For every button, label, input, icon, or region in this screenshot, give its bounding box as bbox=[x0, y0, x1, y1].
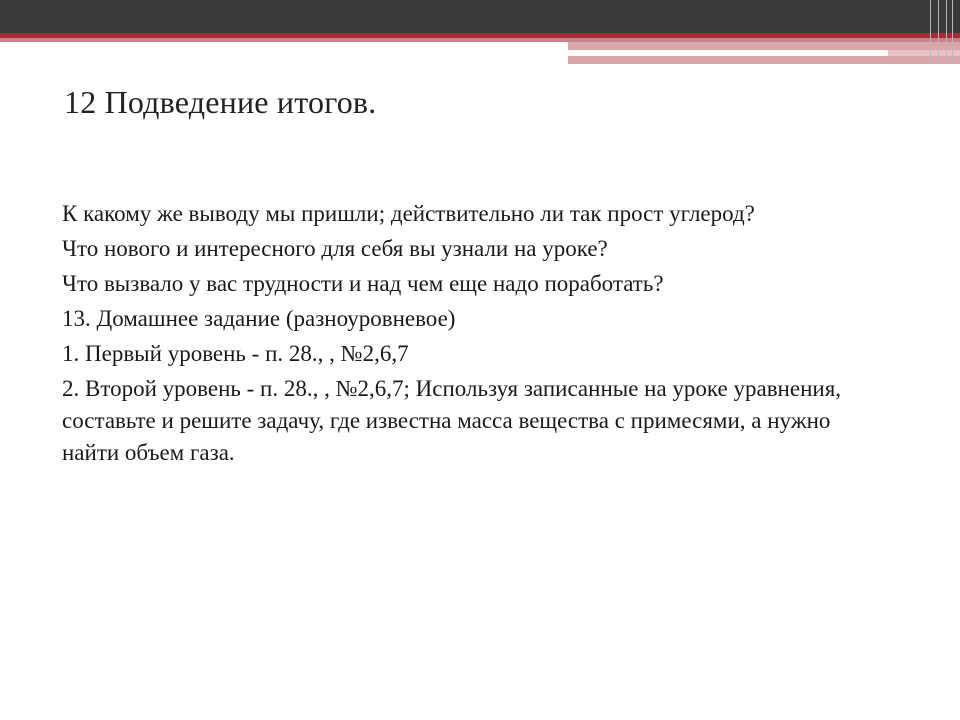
header-decor-vline bbox=[938, 0, 939, 64]
header-decor-vline bbox=[946, 0, 947, 64]
header-decor-line bbox=[568, 50, 888, 52]
paragraph-conclusion-question: К какому же выводу мы пришли; действительно ли так прост углерод? bbox=[62, 201, 755, 226]
slide-title: 12 Подведение итогов. bbox=[64, 84, 377, 120]
header-decor-block bbox=[888, 50, 960, 56]
header-decor-vline bbox=[930, 0, 931, 64]
slide-header-bar bbox=[0, 0, 960, 33]
paragraph-homework-level-2: 2. Второй уровень - п. 28., , №2,6,7; Используя записанные на уроке уравнения, составьте и решите задачу, где известна масса вещества с примесями, а нужно найти объем газа. bbox=[62, 376, 842, 465]
header-decor-vline bbox=[952, 0, 953, 64]
slide-body bbox=[62, 198, 882, 472]
header-decor-block bbox=[568, 42, 960, 50]
header-decor-block bbox=[568, 56, 960, 64]
paragraph-homework-level-1: 1. Первый уровень - п. 28., , №2,6,7 bbox=[62, 341, 409, 366]
paragraph-difficulties-question: Что вызвало у вас трудности и над чем еще надо поработать? bbox=[62, 271, 664, 296]
paragraph-homework-heading: 13. Домашнее задание (разноуровневое) bbox=[62, 306, 456, 331]
paragraph-new-knowledge-question: Что нового и интересного для себя вы узнали на уроке? bbox=[62, 236, 608, 261]
